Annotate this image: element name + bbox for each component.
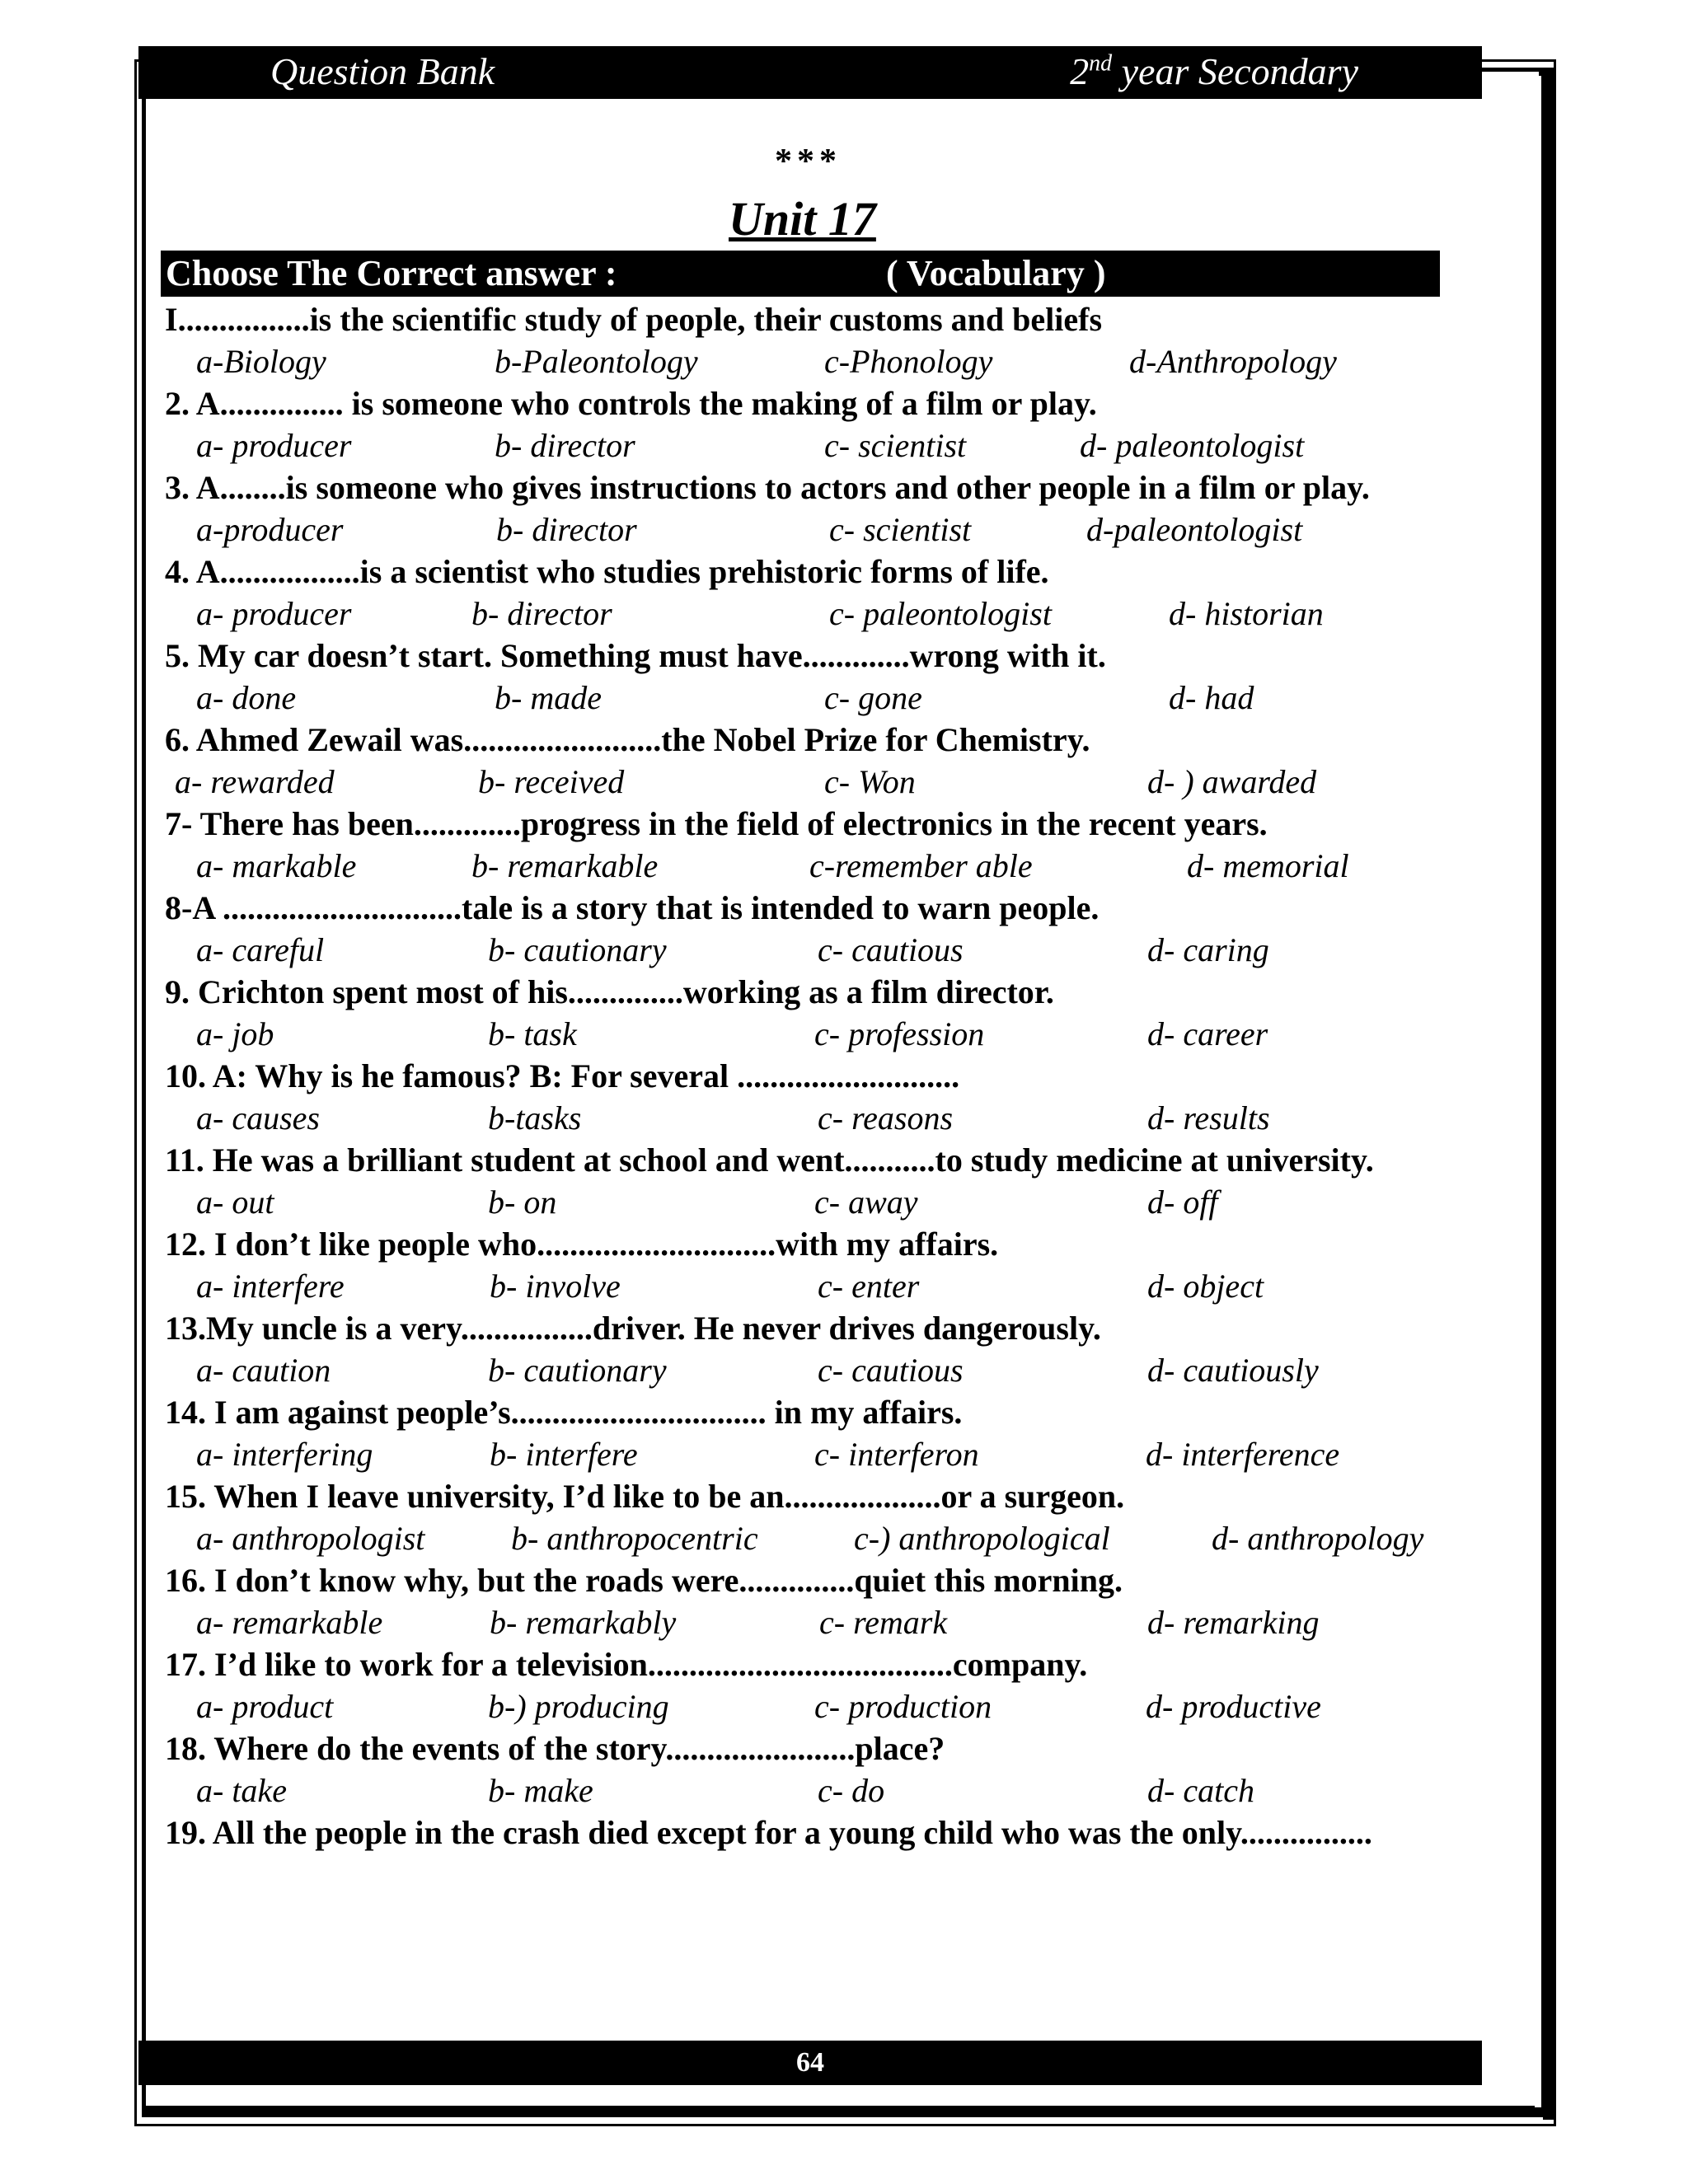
answer-option-c: c-remember able [809, 847, 1033, 884]
answer-options [165, 1433, 1451, 1475]
answer-option-d: d- remarking [1147, 1604, 1320, 1641]
answer-option-c: c- scientist [824, 427, 967, 464]
answer-option-a: a- producer [196, 595, 352, 632]
answer-options [165, 1097, 1451, 1139]
answer-option-a: a-Biology [196, 343, 326, 380]
answer-option-d: d-Anthropology [1129, 343, 1337, 380]
answer-option-d: d- ) awarded [1147, 763, 1317, 800]
answer-option-a: a- take [196, 1772, 287, 1809]
question-text: 13.My uncle is a very................driver. He never drives dangerously. [165, 1310, 1101, 1347]
answer-option-b: b-) producing [488, 1688, 669, 1725]
answer-option-c: c- reasons [818, 1099, 954, 1137]
question-text: 10. A: Why is he famous? B: For several ........................... [165, 1057, 960, 1094]
answer-option-c: c- enter [818, 1268, 920, 1305]
question-text: 7- There has been.............progress in the field of electronics in the recent years. [165, 805, 1268, 842]
answer-options [165, 677, 1451, 719]
question-list [165, 298, 1451, 1854]
answer-option-a: a- causes [196, 1099, 320, 1137]
header-grade [1070, 49, 1358, 93]
answer-options [165, 424, 1451, 466]
answer-option-a: a- markable [196, 847, 357, 884]
answer-option-c: c- do [818, 1772, 885, 1809]
question-text: 4. A.................is a scientist who studies prehistoric forms of life. [165, 553, 1049, 590]
answer-option-a: a- done [196, 679, 297, 716]
answer-option-d: d- results [1147, 1099, 1270, 1137]
header-grade-rest: year Secondary [1112, 50, 1358, 92]
answer-option-b: b- remarkable [471, 847, 659, 884]
answer-option-a: a-producer [196, 511, 344, 548]
answer-option-a: a- anthropologist [196, 1520, 425, 1557]
answer-option-c: c- gone [824, 679, 922, 716]
answer-option-c: c- cautious [818, 931, 964, 968]
answer-option-a: a- rewarded [175, 763, 335, 800]
answer-option-c: c- paleontologist [829, 595, 1052, 632]
question-text: 9. Crichton spent most of his..............working as a film director. [165, 973, 1054, 1010]
section-heading-bar [161, 251, 1440, 297]
answer-option-c: c- remark [819, 1604, 948, 1641]
answer-options [165, 1517, 1451, 1559]
answer-options [165, 593, 1451, 635]
answer-option-a: a- interfere [196, 1268, 345, 1305]
frame-shadow-bottom [142, 2106, 1554, 2117]
frame-gap-right [1535, 76, 1541, 2107]
answer-option-d: d- productive [1146, 1688, 1321, 1725]
header-grade-ordinal: 2 [1070, 50, 1090, 92]
section-category: ( Vocabulary ) [886, 253, 1106, 293]
answer-option-b: b- involve [490, 1268, 621, 1305]
answer-option-d: d- career [1147, 1015, 1268, 1052]
frame-gap-bottom [148, 2099, 1541, 2106]
answer-options [165, 1685, 1451, 1727]
answer-option-c: c- production [814, 1688, 992, 1725]
answer-option-b: b-Paleontology [495, 343, 698, 380]
answer-option-b: b- remarkably [490, 1604, 677, 1641]
question-text: 17. I’d like to work for a television.....................................company. [165, 1646, 1088, 1683]
question-text: 6. Ahmed Zewail was........................the Nobel Prize for Chemistry. [165, 721, 1090, 758]
answer-option-c: c- cautious [818, 1352, 964, 1389]
answer-option-c: c-Phonology [824, 343, 993, 380]
answer-option-a: a- product [196, 1688, 334, 1725]
answer-option-b: b- made [495, 679, 602, 716]
answer-option-b: b- interfere [490, 1436, 638, 1473]
answer-option-c: c- Won [824, 763, 916, 800]
answer-option-b: b- director [471, 595, 612, 632]
answer-options [165, 1601, 1451, 1643]
frame-shadow-right [1543, 68, 1554, 2120]
answer-options [165, 509, 1451, 551]
answer-option-b: b-tasks [488, 1099, 582, 1137]
question-text: 2. A............... is someone who controls the making of a film or play. [165, 385, 1097, 422]
unit-title: Unit 17 [729, 192, 876, 246]
question-text: I................is the scientific study of people, their customs and beliefs [165, 301, 1103, 338]
page-number: 64 [796, 2047, 824, 2078]
answer-option-b: b- director [496, 511, 637, 548]
footer-bar [138, 2041, 1482, 2085]
question-text: 19. All the people in the crash died except for a young child who was the only................ [165, 1814, 1372, 1851]
answer-option-b: b- task [488, 1015, 577, 1052]
question-text: 5. My car doesn’t start. Something must have.............wrong with it. [165, 637, 1106, 674]
answer-option-d: d-paleontologist [1086, 511, 1303, 548]
answer-option-b: b- cautionary [488, 931, 667, 968]
answer-option-b: b- on [488, 1183, 557, 1221]
question-text: 8-A .............................tale is a story that is intended to warn people. [165, 889, 1100, 926]
answer-option-d: d- interference [1146, 1436, 1340, 1473]
answer-options [165, 1265, 1451, 1307]
answer-option-d: d- had [1169, 679, 1254, 716]
answer-option-b: b- anthropocentric [511, 1520, 758, 1557]
answer-option-b: b- cautionary [488, 1352, 667, 1389]
section-instruction: Choose The Correct answer : [166, 253, 617, 293]
answer-option-c: c- interferon [814, 1436, 979, 1473]
answer-option-d: d- historian [1169, 595, 1324, 632]
header-grade-suffix: nd [1089, 50, 1113, 77]
question-text: 3. A........is someone who gives instructions to actors and other people in a film or play. [165, 469, 1370, 506]
answer-option-b: b- director [495, 427, 635, 464]
answer-options [165, 1181, 1451, 1223]
answer-options [165, 340, 1451, 382]
answer-option-a: a- caution [196, 1352, 331, 1389]
header-bar [138, 46, 1482, 99]
answer-options [165, 1349, 1451, 1391]
answer-option-a: a- interfering [196, 1436, 373, 1473]
answer-option-d: d- anthropology [1212, 1520, 1424, 1557]
answer-options [165, 929, 1451, 971]
question-text: 12. I don’t like people who.............................with my affairs. [165, 1226, 999, 1263]
answer-option-d: d- memorial [1187, 847, 1349, 884]
answer-option-d: d- caring [1147, 931, 1269, 968]
answer-option-d: d- paleontologist [1080, 427, 1305, 464]
question-text: 14. I am against people’s............................... in my affairs. [165, 1394, 963, 1431]
question-text: 18. Where do the events of the story.......................place? [165, 1730, 945, 1767]
answer-option-d: d- object [1147, 1268, 1264, 1305]
answer-options [165, 1013, 1451, 1055]
answer-option-c: c-) anthropological [854, 1520, 1110, 1557]
answer-option-a: a- careful [196, 931, 325, 968]
question-text: 11. He was a brilliant student at school and went...........to study medicine at university. [165, 1141, 1374, 1179]
answer-options [165, 1769, 1451, 1811]
answer-option-a: a- job [196, 1015, 274, 1052]
answer-option-c: c- profession [814, 1015, 985, 1052]
question-text: 15. When I leave university, I’d like to be an...................or a surgeon. [165, 1478, 1125, 1515]
answer-option-b: b- make [488, 1772, 593, 1809]
answer-option-a: a- producer [196, 427, 352, 464]
answer-options [165, 761, 1451, 803]
question-text: 16. I don’t know why, but the roads were..............quiet this morning. [165, 1562, 1123, 1599]
answer-option-d: d- cautiously [1147, 1352, 1319, 1389]
answer-options [165, 845, 1451, 887]
answer-option-d: d- off [1147, 1183, 1218, 1221]
answer-option-a: a- out [196, 1183, 274, 1221]
section-stars: *** [775, 143, 842, 180]
answer-option-a: a- remarkable [196, 1604, 383, 1641]
header-title: Question Bank [270, 50, 495, 92]
answer-option-b: b- received [478, 763, 625, 800]
answer-option-c: c- scientist [829, 511, 972, 548]
answer-option-c: c- away [814, 1183, 918, 1221]
answer-option-d: d- catch [1147, 1772, 1254, 1809]
